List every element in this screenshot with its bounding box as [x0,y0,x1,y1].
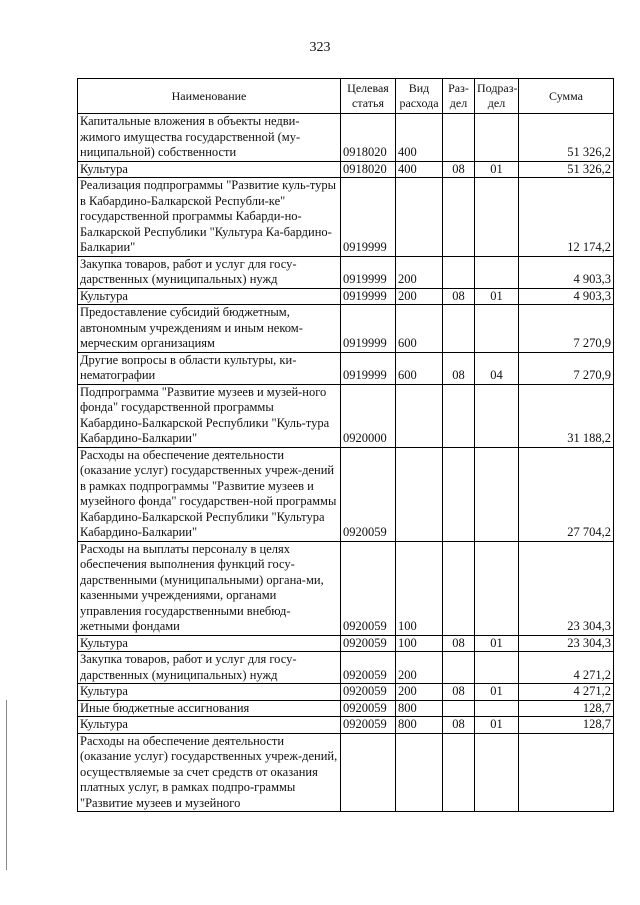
cell-section: 08 [443,352,475,384]
cell-code: 0920059 [341,635,396,652]
cell-section [443,305,475,353]
table-row [78,256,614,288]
cell-subsection [475,178,519,257]
cell-name: Культура [78,161,341,178]
table-row [78,384,614,447]
cell-amount: 4 903,3 [519,288,614,305]
cell-subsection: 01 [475,684,519,701]
margin-line [6,700,7,870]
cell-name: Культура [78,635,341,652]
cell-section: 08 [443,635,475,652]
cell-type: 100 [396,635,443,652]
cell-code: 0919999 [341,352,396,384]
cell-subsection [475,541,519,635]
table-row [78,541,614,635]
cell-subsection [475,700,519,717]
cell-type: 800 [396,700,443,717]
cell-type [396,384,443,447]
cell-amount: 27 704,2 [519,447,614,541]
cell-subsection [475,114,519,162]
table-body [78,114,614,812]
cell-name: Культура [78,288,341,305]
cell-code: 0920059 [341,447,396,541]
cell-name: Закупка товаров, работ и услуг для госу-дарственных (муниципальных) нужд [78,652,341,684]
table-row [78,305,614,353]
cell-subsection: 01 [475,288,519,305]
cell-subsection [475,652,519,684]
cell-name: Другие вопросы в области культуры, ки-нематографии [78,352,341,384]
table-row [78,178,614,257]
cell-code: 0919999 [341,256,396,288]
cell-amount: 7 270,9 [519,352,614,384]
cell-section [443,541,475,635]
cell-type [396,178,443,257]
page-number: 323 [309,40,331,55]
cell-amount: 51 326,2 [519,114,614,162]
cell-amount: 31 188,2 [519,384,614,447]
cell-type: 200 [396,288,443,305]
cell-section: 08 [443,161,475,178]
header-subsection: Подраз- дел [475,79,519,114]
cell-subsection: 01 [475,635,519,652]
table-row [78,114,614,162]
table-row [78,161,614,178]
cell-amount: 23 304,3 [519,541,614,635]
cell-name: Иные бюджетные ассигнования [78,700,341,717]
cell-section [443,178,475,257]
cell-type: 600 [396,352,443,384]
cell-section [443,114,475,162]
cell-name: Расходы на выплаты персоналу в целях обеспечения выполнения функций госу-дарственными (муниципальными) органа-ми, казенными учреждениями, органами управления государственными внебюд-жетными фондами [78,541,341,635]
cell-amount: 4 271,2 [519,684,614,701]
table-row [78,447,614,541]
cell-type: 600 [396,305,443,353]
cell-code: 0918020 [341,114,396,162]
table-header-row [78,79,614,114]
cell-name: Расходы на обеспечение деятельности (оказание услуг) государственных учреж-дений в рамках подпрограммы "Развитие музеев и музейного фонда" государствен-ной программы Кабардино-Балкарской Республики "Культура Кабардино-Балкарии" [78,447,341,541]
cell-code: 0920059 [341,700,396,717]
table-row [78,652,614,684]
cell-code: 0919999 [341,178,396,257]
table-row [78,635,614,652]
table-row [78,717,614,734]
cell-amount: 51 326,2 [519,161,614,178]
cell-name: Реализация подпрограммы "Развитие куль-туры в Кабардино-Балкарской Республи-ке" государственной программы Кабарди-но-Балкарской Республики "Культура Ка-бардино-Балкарии" [78,178,341,257]
cell-section [443,447,475,541]
cell-amount: 4 903,3 [519,256,614,288]
cell-section: 08 [443,288,475,305]
cell-subsection: 01 [475,161,519,178]
cell-amount: 128,7 [519,717,614,734]
cell-section [443,384,475,447]
cell-name: Капитальные вложения в объекты недви-жимого имущества государственной (му-ниципальной) собственности [78,114,341,162]
cell-section [443,700,475,717]
cell-subsection [475,256,519,288]
cell-code: 0920000 [341,384,396,447]
cell-type: 200 [396,684,443,701]
budget-table [77,78,614,812]
cell-type: 400 [396,114,443,162]
cell-type [396,447,443,541]
cell-section [443,733,475,812]
cell-subsection [475,447,519,541]
cell-name: Расходы на обеспечение деятельности (оказание услуг) государственных учреж-дений, осуществляемые за счет средств от оказания платных услуг, в рамках подпро-граммы "Развитие музеев и музейного [78,733,341,812]
cell-amount: 4 271,2 [519,652,614,684]
table-row [78,733,614,812]
table-row [78,288,614,305]
cell-name: Предоставление субсидий бюджетным, автономным учреждениям и иным неком-мерческим организациям [78,305,341,353]
cell-code: 0920059 [341,717,396,734]
cell-section [443,652,475,684]
cell-subsection [475,733,519,812]
header-code: Целевая статья [341,79,396,114]
table-row [78,684,614,701]
cell-code: 0920059 [341,541,396,635]
cell-type: 800 [396,717,443,734]
header-type: Вид расхода [396,79,443,114]
cell-amount: 23 304,3 [519,635,614,652]
table-row [78,700,614,717]
cell-section: 08 [443,717,475,734]
cell-name: Подпрограмма "Развитие музеев и музей-ного фонда" государственной программы Кабардино-Балкарской Республики "Куль-тура Кабардино-Балкарии" [78,384,341,447]
cell-code: 0920059 [341,652,396,684]
cell-subsection [475,305,519,353]
cell-amount: 7 270,9 [519,305,614,353]
table-row [78,352,614,384]
cell-section: 08 [443,684,475,701]
cell-type: 400 [396,161,443,178]
cell-amount: 128,7 [519,700,614,717]
cell-subsection [475,384,519,447]
cell-subsection: 01 [475,717,519,734]
cell-type: 100 [396,541,443,635]
cell-name: Закупка товаров, работ и услуг для госу-дарственных (муниципальных) нужд [78,256,341,288]
cell-code: 0919999 [341,305,396,353]
cell-type: 200 [396,652,443,684]
cell-section [443,256,475,288]
cell-code [341,733,396,812]
cell-code: 0920059 [341,684,396,701]
cell-amount: 12 174,2 [519,178,614,257]
cell-code: 0918020 [341,161,396,178]
header-section: Раз- дел [443,79,475,114]
cell-subsection: 04 [475,352,519,384]
cell-name: Культура [78,717,341,734]
cell-code: 0919999 [341,288,396,305]
header-name: Наименование [78,79,341,114]
cell-type: 200 [396,256,443,288]
cell-name: Культура [78,684,341,701]
header-amount: Сумма [519,79,614,114]
cell-amount [519,733,614,812]
cell-type [396,733,443,812]
